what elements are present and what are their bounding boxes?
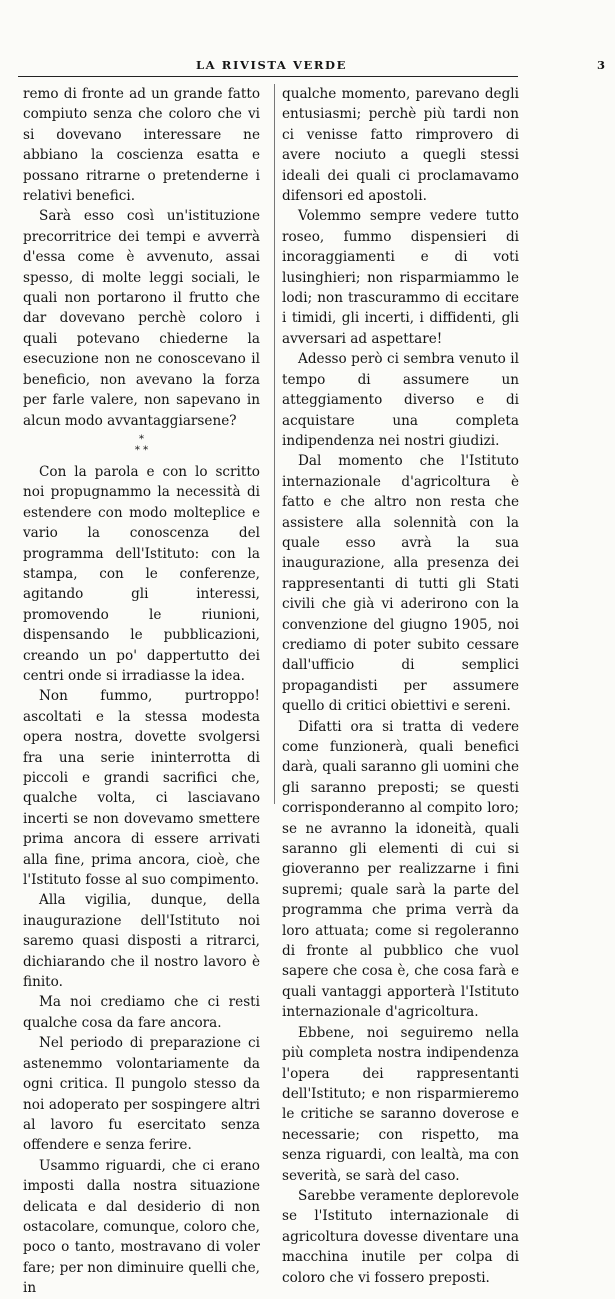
- paragraph: Sarà esso così un'istituzione precorritrice dei tempi e avverrà d'essa come è avvenuto, assai spesso, di molte leggi sociali, le quali non portarono il frutto che dar dovevano perchè coloro i quali potevano chiederne la esecuzione non ne conoscevano il beneficio, non avevano la forza per farle valere, non sapevano in alcun modo avvantaggiarsene?: [23, 208, 260, 429]
- paragraph: Difatti ora si tratta di vedere come funzionerà, quali benefici darà, quali saranno gli uomini che gli saranno preposti; se questi corrisponderanno al compito loro; se ne avranno la idoneità, quali saranno gli elementi di cui si gioveranno per realizzarne i fini supremi; quale sarà la parte del programma che prima verrà da loro attuata; come si regoleranno di fronte al pubblico che vuol sapere che cosa è, che cosa farà e quali vantaggi apporterà l'Istituto internazionale d'agricoltura.: [282, 718, 519, 1021]
- column-divider: [274, 84, 275, 804]
- paragraph: Usammo riguardi, che ci erano imposti dalla nostra situazione delicata e dal desiderio di non ostacolare, comunque, coloro che, poco o tanto, mostravano di voler fare; per non diminuire quelli che, in: [23, 1157, 260, 1297]
- paragraph: Alla vigilia, dunque, della inaugurazione dell'Istituto noi saremo quasi disposti a ritrarci, dichiarando che il nostro lavoro è finito.: [23, 892, 260, 991]
- paragraph: qualche momento, parevano degli entusiasmi; perchè più tardi non ci venisse fatto rimprovero di avere nociuto a quegli stessi ideali dei quali ci proclamavamo difensori ed apostoli.: [282, 86, 519, 205]
- paragraph: Ma noi crediamo che ci resti qualche cosa da fare ancora.: [23, 994, 260, 1031]
- paragraph: Nel periodo di preparazione ci astenemmo volontariamente da ogni critica. Il pungolo stesso da noi adoperato per sospingere altri al lavoro fu esercitato senza offendere e senza ferire.: [23, 1035, 260, 1154]
- asterism-bottom: * *: [134, 444, 149, 456]
- paragraph: Non fummo, purtroppo! ascoltati e la stessa modesta opera nostra, dovette svolgersi fra una serie ininterrotta di piccoli e grandi sacrifici che, qualche volta, ci lasciavano incerti se non dovevamo smettere prima ancora di essere arrivati alla fine, prima ancora, cioè, che l'Istituto fosse al suo compimento.: [23, 688, 260, 889]
- paragraph: Adesso però ci sembra venuto il tempo di assumere un atteggiamento diverso e di acquistare una completa indipendenza nei nostri giudizi.: [282, 351, 519, 449]
- header-rule: [18, 76, 518, 77]
- section-asterism: [23, 434, 260, 456]
- asterism-top: *: [139, 433, 144, 445]
- paragraph: Con la parola e con lo scritto noi propugnammo la necessità di estendere con modo molteplice e vario la conoscenza del programma dell'Istituto: con la stampa, con le conferenze, agitando gli interessi, promovendo le riunioni, dispensando le pubblicazioni, creando un po' dappertutto dei centri onde si irradiasse la idea.: [23, 463, 260, 684]
- paragraph: remo di fronte ad un grande fatto compiuto senza che coloro che vi si dovevano interessare ne abbiano la coscienza esatta e possano ritrarne o pretenderne i relativi benefici.: [23, 86, 260, 205]
- running-header: [18, 58, 605, 76]
- paragraph: Dal momento che l'Istituto internazionale d'agricoltura è fatto e che altro non resta che assistere alla solennità con la quale esso avrà la sua inaugurazione, alla presenza dei rappresentanti di tutti gli Stati civili che già vi aderirono con la convenzione del giugno 1905, noi crediamo di poter subito cessare dall'ufficio di semplici propagandisti per assumere quello di critici obiettivi e sereni.: [282, 453, 519, 715]
- left-column: [23, 84, 260, 1299]
- paragraph: Volemmo sempre vedere tutto roseo, fummo dispensieri di incoraggiamenti e di voti lusinghieri; non risparmiammo le lodi; non trascurammo di eccitare i timidi, gli incerti, i diffidenti, gli avversari ad aspettare!: [282, 208, 519, 347]
- right-column: [282, 84, 519, 1288]
- paragraph: Ebbene, noi seguiremo nella più completa nostra indipendenza l'opera dei rappresentanti dell'Istituto; e non risparmieremo le critiche se saranno doverose e necessarie; con rispetto, ma senza riguardi, con lealtà, ma con severità, se sarà del caso.: [282, 1024, 519, 1184]
- paragraph: Sarebbe veramente deplorevole se l'Istituto internazionale di agricoltura dovesse diventare una macchina inutile per colpa di coloro che vi fossero preposti.: [282, 1187, 519, 1286]
- page-number: 3: [596, 58, 605, 72]
- journal-title: LA RIVISTA VERDE: [196, 58, 347, 72]
